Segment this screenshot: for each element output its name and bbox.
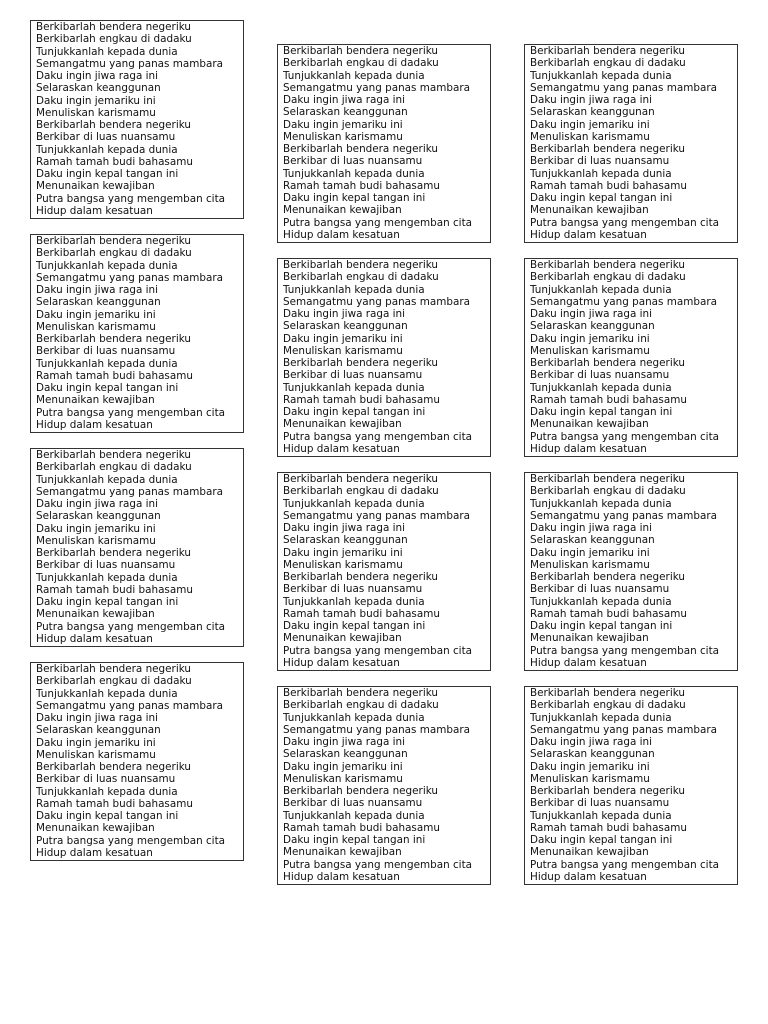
lyric-line: Berkibarlah engkau di dadaku [530,57,686,70]
lyric-line: Daku ingin jiwa raga ini [530,522,653,534]
lyric-line: Semangatmu yang panas mambara [283,723,470,736]
lyric-line: Daku ingin jiwa raga ini [530,736,653,748]
lyrics-box [277,686,491,885]
lyric-line: Berkibar di luas nuansamu [530,583,670,596]
lyric-line: Daku ingin jiwa raga ini [283,522,406,534]
lyric-line: Semangatmu yang panas mambara [36,57,223,70]
lyric-line: Menunaikan kewajiban [36,822,155,835]
lyric-line: Menuliskan karismamu [283,130,403,143]
lyric-line: Berkibarlah bendera negeriku [530,357,685,369]
lyric-line: Tunjukkanlah kepada dunia [283,69,425,82]
lyric-line: Berkibarlah engkau di dadaku [36,675,192,688]
lyric-line: Putra bangsa yang mengemban cita [36,192,226,205]
lyric-line: Ramah tamah budi bahasamu [283,821,440,834]
lyric-line: Berkibarlah bendera negeriku [530,687,685,699]
lyric-line: Semangatmu yang panas mambara [283,509,470,522]
lyric-line: Berkibar di luas nuansamu [36,345,176,358]
lyric-line: Berkibarlah engkau di dadaku [36,33,192,46]
lyric-line: Daku ingin jiwa raga ini [530,308,653,320]
lyric-line: Menunaikan kewajiban [283,632,402,645]
lyric-line: Tunjukkanlah kepada dunia [36,571,178,584]
lyric-line: Tunjukkanlah kepada dunia [283,283,425,296]
lyric-line: Semangatmu yang panas mambara [36,699,223,712]
lyric-line: Selaraskan keanggunan [36,510,161,523]
lyrics-box [30,234,244,433]
lyric-line: Putra bangsa yang mengemban cita [283,644,473,657]
lyric-line: Berkibarlah bendera negeriku [283,357,438,369]
lyric-line: Berkibarlah bendera negeriku [530,785,685,797]
lyric-line: Berkibarlah bendera negeriku [283,45,438,57]
lyric-line: Berkibarlah bendera negeriku [283,143,438,155]
lyric-line: Semangatmu yang panas mambara [36,485,223,498]
lyric-line: Daku ingin kepal tangan ini [36,810,179,822]
lyric-line: Berkibarlah bendera negeriku [36,663,191,675]
lyric-line: Daku ingin kepal tangan ini [36,168,179,180]
lyric-line: Ramah tamah budi bahasamu [530,179,687,192]
lyric-line: Berkibarlah engkau di dadaku [283,485,439,498]
lyrics-box [277,44,491,243]
lyric-line: Hidup dalam kesatuan [530,442,647,455]
lyric-line: Daku ingin jemariku ini [283,332,403,345]
lyric-line: Ramah tamah budi bahasamu [36,369,193,382]
lyrics-box [277,258,491,457]
lyric-line: Hidup dalam kesatuan [283,442,400,455]
lyric-line: Tunjukkanlah kepada dunia [36,357,178,370]
lyric-line: Daku ingin jiwa raga ini [36,712,159,724]
lyric-line: Hidup dalam kesatuan [36,418,153,431]
lyric-line: Berkibarlah bendera negeriku [36,761,191,773]
lyric-line: Selaraskan keanggunan [530,748,655,761]
lyric-line: Tunjukkanlah kepada dunia [530,381,672,394]
lyric-line: Berkibar di luas nuansamu [530,369,670,382]
lyric-line: Tunjukkanlah kepada dunia [36,259,178,272]
lyrics-column-3 [524,44,738,900]
lyric-line: Menuliskan karismamu [36,534,156,547]
lyric-line: Menuliskan karismamu [36,106,156,119]
lyric-line: Putra bangsa yang mengemban cita [36,834,226,847]
lyric-line: Tunjukkanlah kepada dunia [283,167,425,180]
lyric-line: Putra bangsa yang mengemban cita [283,430,473,443]
lyric-line: Selaraskan keanggunan [283,534,408,547]
lyric-line: Hidup dalam kesatuan [530,870,647,883]
lyric-line: Putra bangsa yang mengemban cita [530,858,720,871]
lyric-line: Tunjukkanlah kepada dunia [530,497,672,510]
lyric-line: Selaraskan keanggunan [283,320,408,333]
lyrics-box [30,662,244,861]
lyric-line: Berkibar di luas nuansamu [283,369,423,382]
lyric-line: Menunaikan kewajiban [36,394,155,407]
lyric-line: Daku ingin kepal tangan ini [283,406,426,418]
lyric-line: Tunjukkanlah kepada dunia [283,497,425,510]
lyric-line: Menunaikan kewajiban [36,608,155,621]
lyric-line: Tunjukkanlah kepada dunia [530,283,672,296]
lyric-line: Berkibarlah bendera negeriku [530,259,685,271]
lyric-line: Daku ingin jiwa raga ini [530,94,653,106]
lyric-line: Daku ingin kepal tangan ini [36,382,179,394]
lyric-line: Daku ingin jiwa raga ini [283,736,406,748]
lyric-line: Ramah tamah budi bahasamu [283,607,440,620]
lyric-line: Putra bangsa yang mengemban cita [530,430,720,443]
lyric-line: Tunjukkanlah kepada dunia [530,809,672,822]
lyric-line: Hidup dalam kesatuan [283,228,400,241]
lyric-line: Putra bangsa yang mengemban cita [283,858,473,871]
lyric-line: Hidup dalam kesatuan [36,632,153,645]
lyric-line: Daku ingin jemariku ini [530,760,650,773]
lyric-line: Ramah tamah budi bahasamu [36,583,193,596]
lyric-line: Selaraskan keanggunan [36,724,161,737]
lyric-line: Putra bangsa yang mengemban cita [530,644,720,657]
lyric-line: Hidup dalam kesatuan [530,656,647,669]
lyric-line: Berkibarlah bendera negeriku [530,571,685,583]
lyric-line: Menuliskan karismamu [283,558,403,571]
lyrics-column-2 [277,44,491,900]
lyric-line: Ramah tamah budi bahasamu [283,179,440,192]
lyric-line: Daku ingin kepal tangan ini [530,834,673,846]
lyric-line: Menuliskan karismamu [283,772,403,785]
lyric-line: Menuliskan karismamu [283,344,403,357]
lyric-line: Berkibar di luas nuansamu [530,155,670,168]
lyric-line: Ramah tamah budi bahasamu [36,155,193,168]
lyric-line: Ramah tamah budi bahasamu [530,821,687,834]
lyric-line: Menuliskan karismamu [530,558,650,571]
lyrics-box [524,686,738,885]
lyric-line: Ramah tamah budi bahasamu [530,607,687,620]
lyric-line: Menuliskan karismamu [530,344,650,357]
lyric-line: Menuliskan karismamu [530,772,650,785]
lyric-line: Tunjukkanlah kepada dunia [36,785,178,798]
lyric-line: Semangatmu yang panas mambara [283,81,470,94]
lyric-line: Berkibar di luas nuansamu [36,559,176,572]
lyric-line: Berkibar di luas nuansamu [36,773,176,786]
lyric-line: Daku ingin jiwa raga ini [36,498,159,510]
lyric-line: Daku ingin jiwa raga ini [36,70,159,82]
lyric-line: Berkibarlah engkau di dadaku [530,271,686,284]
lyric-line: Berkibarlah bendera negeriku [283,259,438,271]
lyric-line: Berkibarlah engkau di dadaku [36,247,192,260]
lyric-line: Hidup dalam kesatuan [36,846,153,859]
lyric-line: Semangatmu yang panas mambara [530,723,717,736]
lyric-line: Semangatmu yang panas mambara [530,295,717,308]
lyric-line: Daku ingin kepal tangan ini [283,192,426,204]
lyric-line: Selaraskan keanggunan [530,534,655,547]
lyric-line: Berkibar di luas nuansamu [283,155,423,168]
lyric-line: Daku ingin jiwa raga ini [283,94,406,106]
lyric-line: Tunjukkanlah kepada dunia [283,809,425,822]
lyric-line: Berkibarlah engkau di dadaku [530,485,686,498]
lyric-line: Berkibarlah engkau di dadaku [283,271,439,284]
lyric-line: Semangatmu yang panas mambara [283,295,470,308]
lyric-line: Daku ingin kepal tangan ini [283,834,426,846]
lyric-line: Daku ingin jemariku ini [36,736,156,749]
lyric-line: Daku ingin kepal tangan ini [36,596,179,608]
lyric-line: Daku ingin jemariku ini [283,760,403,773]
lyric-line: Hidup dalam kesatuan [36,204,153,217]
lyric-line: Berkibar di luas nuansamu [283,797,423,810]
lyric-line: Tunjukkanlah kepada dunia [36,143,178,156]
lyric-line: Semangatmu yang panas mambara [530,81,717,94]
lyric-line: Berkibarlah engkau di dadaku [36,461,192,474]
lyric-line: Tunjukkanlah kepada dunia [36,687,178,700]
lyric-line: Tunjukkanlah kepada dunia [283,381,425,394]
lyric-line: Berkibarlah bendera negeriku [530,473,685,485]
lyric-line: Ramah tamah budi bahasamu [283,393,440,406]
lyric-line: Selaraskan keanggunan [283,748,408,761]
lyric-line: Daku ingin jemariku ini [36,94,156,107]
lyrics-box [524,258,738,457]
lyric-line: Menunaikan kewajiban [530,204,649,217]
lyric-line: Putra bangsa yang mengemban cita [36,406,226,419]
lyrics-box [30,448,244,647]
lyrics-box [524,44,738,243]
lyric-line: Daku ingin jiwa raga ini [36,284,159,296]
lyric-line: Daku ingin kepal tangan ini [530,406,673,418]
lyric-line: Berkibarlah engkau di dadaku [530,699,686,712]
lyric-line: Berkibarlah bendera negeriku [283,571,438,583]
lyric-line: Menunaikan kewajiban [36,180,155,193]
lyric-line: Menunaikan kewajiban [530,846,649,859]
lyric-line: Ramah tamah budi bahasamu [36,797,193,810]
lyric-line: Daku ingin kepal tangan ini [283,620,426,632]
lyric-line: Putra bangsa yang mengemban cita [530,216,720,229]
lyric-line: Tunjukkanlah kepada dunia [283,595,425,608]
lyric-line: Menuliskan karismamu [36,320,156,333]
lyric-line: Selaraskan keanggunan [530,320,655,333]
lyric-line: Ramah tamah budi bahasamu [530,393,687,406]
lyric-line: Daku ingin jemariku ini [36,308,156,321]
lyric-line: Menunaikan kewajiban [283,204,402,217]
lyric-line: Berkibarlah bendera negeriku [36,333,191,345]
lyric-line: Daku ingin kepal tangan ini [530,620,673,632]
lyric-line: Menunaikan kewajiban [530,632,649,645]
lyric-line: Tunjukkanlah kepada dunia [36,473,178,486]
lyric-line: Tunjukkanlah kepada dunia [530,595,672,608]
lyric-line: Daku ingin kepal tangan ini [530,192,673,204]
lyric-line: Selaraskan keanggunan [36,296,161,309]
lyric-line: Hidup dalam kesatuan [283,656,400,669]
lyric-line: Semangatmu yang panas mambara [36,271,223,284]
lyric-line: Daku ingin jemariku ini [530,546,650,559]
lyric-line: Berkibarlah bendera negeriku [36,119,191,131]
lyric-line: Berkibarlah bendera negeriku [530,143,685,155]
lyric-line: Semangatmu yang panas mambara [530,509,717,522]
lyric-line: Daku ingin jemariku ini [36,522,156,535]
lyric-line: Menuliskan karismamu [36,748,156,761]
lyric-line: Berkibar di luas nuansamu [283,583,423,596]
lyric-line: Berkibarlah engkau di dadaku [283,57,439,70]
lyric-line: Selaraskan keanggunan [36,82,161,95]
lyric-line: Berkibarlah bendera negeriku [283,687,438,699]
lyric-line: Hidup dalam kesatuan [530,228,647,241]
lyric-line: Selaraskan keanggunan [530,106,655,119]
lyric-line: Berkibarlah bendera negeriku [283,473,438,485]
lyric-line: Berkibar di luas nuansamu [36,131,176,144]
lyric-line: Tunjukkanlah kepada dunia [530,167,672,180]
lyric-line: Menunaikan kewajiban [283,846,402,859]
lyric-line: Berkibarlah bendera negeriku [36,235,191,247]
lyric-line: Putra bangsa yang mengemban cita [283,216,473,229]
lyric-line: Selaraskan keanggunan [283,106,408,119]
lyric-line: Berkibarlah bendera negeriku [36,21,191,33]
lyrics-column-1 [30,20,244,876]
lyric-line: Tunjukkanlah kepada dunia [283,711,425,724]
lyric-line: Menunaikan kewajiban [530,418,649,431]
lyrics-box [30,20,244,219]
lyric-line: Tunjukkanlah kepada dunia [530,711,672,724]
lyric-line: Berkibarlah engkau di dadaku [283,699,439,712]
lyric-line: Berkibarlah bendera negeriku [36,449,191,461]
lyric-line: Menunaikan kewajiban [283,418,402,431]
lyric-line: Berkibarlah bendera negeriku [283,785,438,797]
lyric-line: Daku ingin jemariku ini [283,118,403,131]
lyric-line: Berkibarlah bendera negeriku [530,45,685,57]
lyric-line: Daku ingin jemariku ini [283,546,403,559]
lyric-line: Putra bangsa yang mengemban cita [36,620,226,633]
lyric-line: Daku ingin jiwa raga ini [283,308,406,320]
lyrics-box [524,472,738,671]
lyric-line: Hidup dalam kesatuan [283,870,400,883]
lyric-line: Berkibar di luas nuansamu [530,797,670,810]
lyrics-box [277,472,491,671]
lyric-line: Menuliskan karismamu [530,130,650,143]
lyric-line: Tunjukkanlah kepada dunia [36,45,178,58]
lyric-line: Tunjukkanlah kepada dunia [530,69,672,82]
lyric-line: Berkibarlah bendera negeriku [36,547,191,559]
lyric-line: Daku ingin jemariku ini [530,332,650,345]
lyric-line: Daku ingin jemariku ini [530,118,650,131]
